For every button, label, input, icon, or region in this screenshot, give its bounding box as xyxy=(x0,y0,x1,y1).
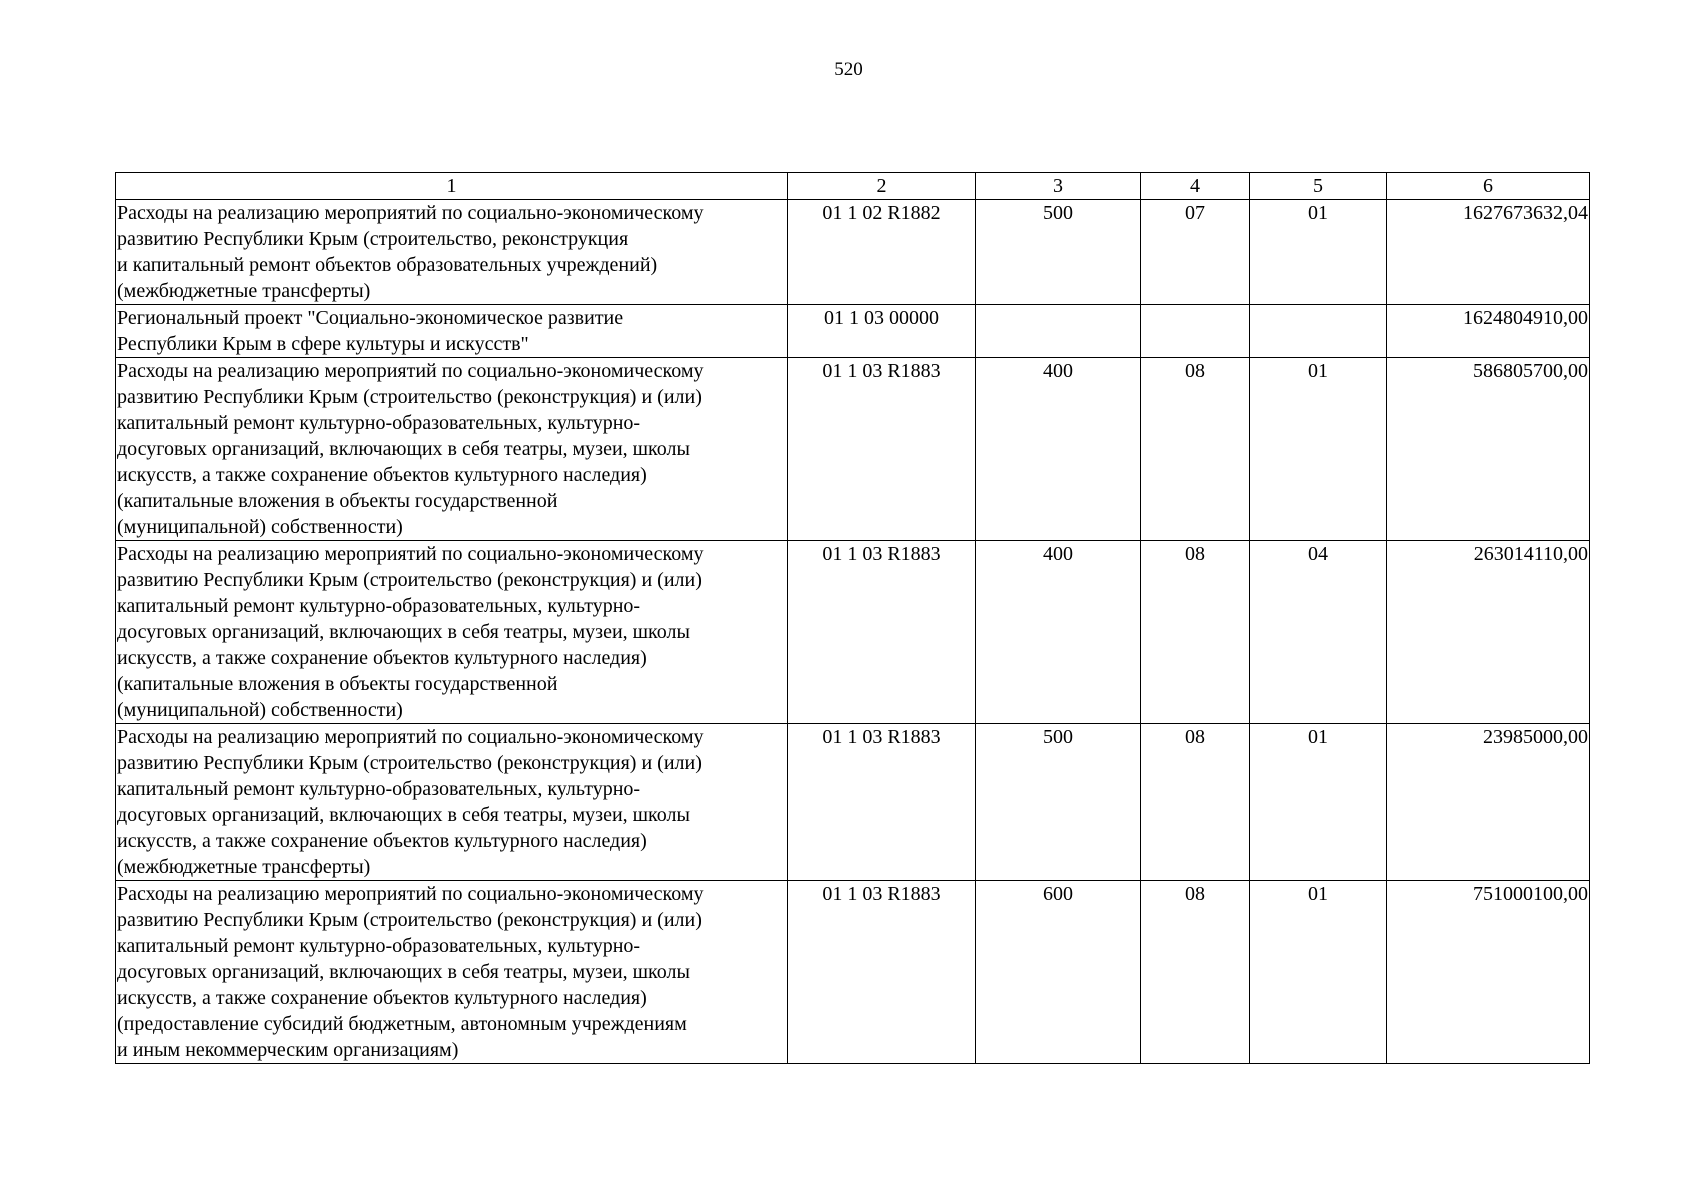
row-expense-type: 400 xyxy=(976,541,1141,724)
table-row xyxy=(116,358,1590,541)
row-description: Расходы на реализацию мероприятий по социально-экономическому развитию Республики Крым (строительство (реконструкция) и (или) капитальный ремонт культурно-образовательных, культурно- досуговых организаций, включающих в себя театры, музеи, школы искусств, а также сохранение объектов культурного наследия) (капитальные вложения в объекты государственной (муниципальной) собственности) xyxy=(116,541,788,724)
row-description: Расходы на реализацию мероприятий по социально-экономическому развитию Республики Крым (строительство, реконструкция и капитальный ремонт объектов образовательных учреждений) (межбюджетные трансферты) xyxy=(116,200,788,305)
row-target-code: 01 1 03 R1883 xyxy=(788,881,976,1064)
row-expense-type: 500 xyxy=(976,200,1141,305)
row-target-code: 01 1 02 R1882 xyxy=(788,200,976,305)
table-row xyxy=(116,305,1590,358)
header-row xyxy=(116,173,1590,200)
row-amount: 1624804910,00 xyxy=(1387,305,1590,358)
table-row xyxy=(116,541,1590,724)
row-description: Расходы на реализацию мероприятий по социально-экономическому развитию Республики Крым (строительство (реконструкция) и (или) капитальный ремонт культурно-образовательных, культурно- досуговых организаций, включающих в себя театры, музеи, школы искусств, а также сохранение объектов культурного наследия) (предоставление субсидий бюджетным, автономным учреждениям и иным некоммерческим организациям) xyxy=(116,881,788,1064)
budget-table xyxy=(115,172,1590,1064)
row-section: 08 xyxy=(1141,724,1250,881)
row-expense-type: 600 xyxy=(976,881,1141,1064)
column-header-5: 5 xyxy=(1250,173,1387,200)
row-subsection: 01 xyxy=(1250,724,1387,881)
row-description: Расходы на реализацию мероприятий по социально-экономическому развитию Республики Крым (строительство (реконструкция) и (или) капитальный ремонт культурно-образовательных, культурно- досуговых организаций, включающих в себя театры, музеи, школы искусств, а также сохранение объектов культурного наследия) (капитальные вложения в объекты государственной (муниципальной) собственности) xyxy=(116,358,788,541)
row-expense-type xyxy=(976,305,1141,358)
row-expense-type: 500 xyxy=(976,724,1141,881)
column-header-2: 2 xyxy=(788,173,976,200)
row-expense-type: 400 xyxy=(976,358,1141,541)
row-section xyxy=(1141,305,1250,358)
row-description: Расходы на реализацию мероприятий по социально-экономическому развитию Республики Крым (строительство (реконструкция) и (или) капитальный ремонт культурно-образовательных, культурно- досуговых организаций, включающих в себя театры, музеи, школы искусств, а также сохранение объектов культурного наследия) (межбюджетные трансферты) xyxy=(116,724,788,881)
row-section: 08 xyxy=(1141,358,1250,541)
row-subsection: 01 xyxy=(1250,881,1387,1064)
row-section: 08 xyxy=(1141,541,1250,724)
column-header-3: 3 xyxy=(976,173,1141,200)
table-row xyxy=(116,200,1590,305)
row-amount: 751000100,00 xyxy=(1387,881,1590,1064)
column-header-1: 1 xyxy=(116,173,788,200)
row-target-code: 01 1 03 00000 xyxy=(788,305,976,358)
row-subsection: 04 xyxy=(1250,541,1387,724)
row-target-code: 01 1 03 R1883 xyxy=(788,358,976,541)
row-subsection xyxy=(1250,305,1387,358)
row-section: 07 xyxy=(1141,200,1250,305)
table-row xyxy=(116,881,1590,1064)
row-amount: 23985000,00 xyxy=(1387,724,1590,881)
row-target-code: 01 1 03 R1883 xyxy=(788,724,976,881)
column-header-6: 6 xyxy=(1387,173,1590,200)
row-description: Региональный проект "Социально-экономическое развитие Республики Крым в сфере культуры и искусств" xyxy=(116,305,788,358)
row-target-code: 01 1 03 R1883 xyxy=(788,541,976,724)
row-subsection: 01 xyxy=(1250,358,1387,541)
row-amount: 1627673632,04 xyxy=(1387,200,1590,305)
row-section: 08 xyxy=(1141,881,1250,1064)
row-subsection: 01 xyxy=(1250,200,1387,305)
page-number: 520 xyxy=(834,59,863,80)
row-amount: 586805700,00 xyxy=(1387,358,1590,541)
row-amount: 263014110,00 xyxy=(1387,541,1590,724)
table-row xyxy=(116,724,1590,881)
column-header-4: 4 xyxy=(1141,173,1250,200)
